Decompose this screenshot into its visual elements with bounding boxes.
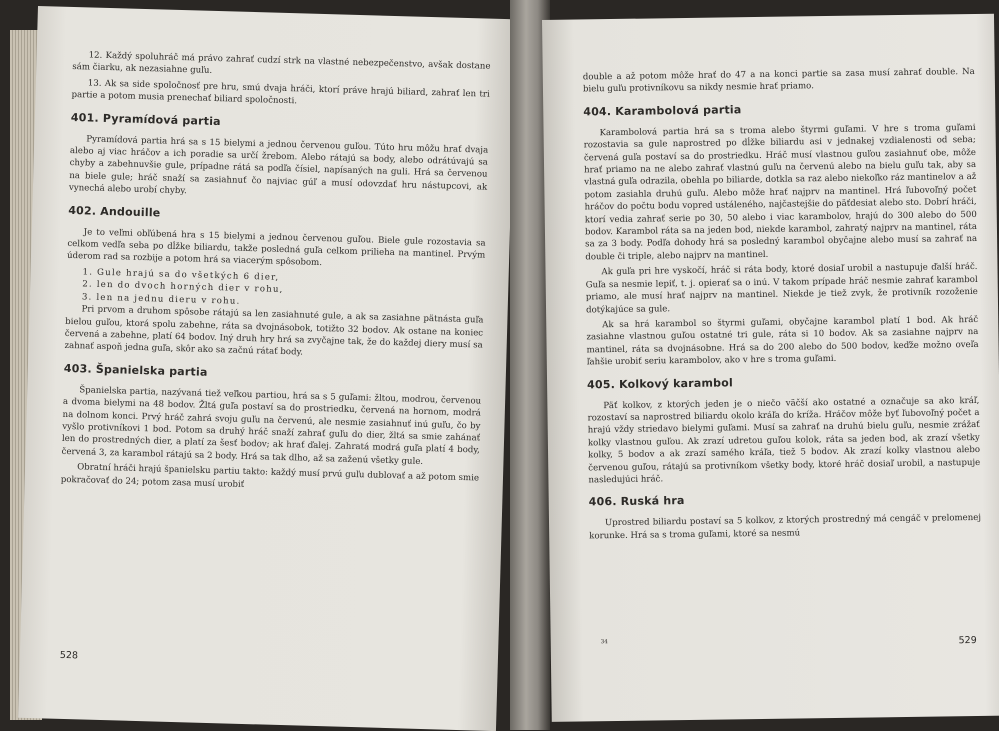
section-heading: 404. Karambolová partia — [583, 103, 742, 119]
paragraph: Španielska partia, nazývaná tiež veľkou partiou, hrá sa s 5 guľami: žltou, modrou, červenou a dvoma bielymi na 48 bodov. Žltá guľa postaví sa do prostriedku, červená na hornom, modrá na dolnom konci. Prvý hráč zahrá svoju guľu na červenú, ale nesmie zasiahnuť inú guľu, čo by vyšlo protivníkovi 1 bod. Potom sa druhý hráč snaží zahrať guľu do dier, žltá sa smie zahánať len do prostredných dier, a platí za šesť bodov; ak hrať ďalej. Zahratá modrá guľa platí 4 body, červená 3, za karambol rátajú sa 2 body. Hrá sa tak dlho, až sa zaženú všetky gule. — [61, 385, 482, 467]
paragraph: Päť kolkov, z ktorých jeden je o niečo väčší ako ostatné a označuje sa ako kráľ, rozostaví sa naprostred biliardu okolo kráľa do kríža. Hráčov môže byť ľubovoľný počet a hrajú vždy striedavo bielymi guľami. Musí sa zahrať na druhú bielu guľu, nesmie zrážať kolky vlastnou guľou. Ak zrazí udretou guľou kolok, ráta sa jeden bod, ak zrazí všetky kolky, 5 bodov a ak zrazí samého kráľa, tiež 5 bodov. Ak zrazí kolky vlastnou alebo červenou guľou, rátajú sa protivníkom všetky body, ktoré hráč dosiaľ urobil, a nastupuje nasledujúci hráč. — [587, 395, 981, 486]
page-number: 529 — [958, 634, 977, 647]
section-heading: 403. Španielska partia — [63, 361, 208, 379]
paragraph: Ak sa hrá karambol so štyrmi guľami, obyčajne karambol platí 1 bod. Ak hráč zasiahne vlastnou guľou ostatné tri gule, ráta si 10 bodov. Ak sa zasiahne najprv na mantinel, ráta sa dvojnásobne. Hrá sa do 200 alebo do 500 bodov, keďže možno oveľa ľahšie urobiť seriu karambolov, ako v hre s troma guľami. — [586, 314, 979, 368]
printer-signature: 34 — [600, 639, 608, 646]
paragraph: Obratní hráči hrajú španielsku partiu takto: každý musí prvú guľu dublovať a až potom smie pokračovať do 24; potom zasa musí urobiť — [60, 462, 480, 490]
section-heading: 402. Andouille — [68, 203, 161, 220]
paragraph: double a až potom môže hrať do 47 a na konci partie sa zasa musí zahrať double. Na bielu guľu protivníkovu sa nikdy nesmie hrať priamo. — [582, 66, 975, 95]
paragraph: Uprostred biliardu postaví sa 5 kolkov, z ktorých prostredný má cengáč v prelomenej korunke. Hrá sa s troma guľami, ktoré sa nesmú — [589, 513, 982, 542]
page-number: 528 — [59, 649, 79, 662]
rule-item: 2. len do dvoch horných dier v rohu, — [82, 279, 284, 296]
paragraph: 12. Každý spoluhráč má právo zahrať cudzí strk na vlastné nebezpečenstvo, avšak dostane sám čiarku, ak nezasiahne guľu. — [72, 50, 491, 77]
section-heading: 405. Kolkový karambol — [587, 375, 733, 391]
paragraph: Ak guľa pri hre vyskočí, hráč si ráta body, ktoré dosiaľ urobil a nastupuje ďalší hráč. Guľa sa nesmie lepiť, t. j. opierať sa o inú. V takom prípade hráč nesmie zahrať karambol priamo, ale musí hrať najprv na mantinel. Niekde je tiež zvyk, že protivník rozoženie dotýkajúce sa gule. — [585, 262, 978, 315]
left-page — [18, 6, 516, 731]
rule-item: 1. Gule hrajú sa do všetkých 6 dier, — [82, 267, 280, 283]
paragraph: Pyramídová partia hrá sa s 15 bielymi a jednou červenou guľou. Túto hru môžu hrať dvaja alebo aj viac hráčov a ich poradie sa určí žrebom. Alebo rátajú sa body, alebo odrátúvajú sa chyby a zabehnuvšie gule, prípadne rátá sa podľa čísiel, napísaných na guli. Hrá sa červenou na biele gule; hráč snaží sa zasiahnuť čo najviac gúľ a musí odovzdať hru nástupcovi, ak vynechá alebo urobí chyby. — [68, 134, 489, 197]
paragraph: 13. Ak sa side spoločnosť pre hru, smú dvaja hráči, ktorí práve hrajú biliard, zahrať len tri partie a potom musia prenechať biliard spoločnosti. — [71, 78, 490, 107]
right-page — [542, 14, 999, 722]
paragraph: Karambolová partia hrá sa s troma alebo štyrmi guľami. V hre s troma guľami rozostavia sa gule naprostred po dĺžke biliardu asi v jednakej vzdialenosti od seba; červená guľa postaví sa do prostriedku. Hráč musí vlastnou guľou zasiahnuť obe, môže hrať priamo na ne alebo zahrať vlastnú guľu na červenú alebo na bielu guľu tak, aby sa vlastná guľa odrazila, obehla po biliarde, dotkla sa raz alebo niekoľko ráz mantinelov a až potom zasiahla druhú guľu. Alebo môže hrať najprv na mantinel. Hrá ľubovoľný počet hráčov do počtu bodu vopred ustáleného, najčastejšie do päťdesiat alebo sto. Dobrí hráči, ktorí vedia zahrať serie po 30, 50 alebo i viac karambolov, hrajú do 300 alebo do 500 bodov. Karambol ráta sa na jeden bod, niekde karambol, zahratý najprv na mantinel, ráta sa za 3 body. Podľa dohody hrá sa posledný karambol obyčajne alebo musí sa zahrať na double či triple, alebo najprv na mantinel. — [583, 122, 978, 263]
paragraph: Pri prvom a druhom spôsobe rátajú sa len zasiahnuté gule, a ak sa zasiahne pätnásta guľa bielou guľou, ktorá spolu zabehne, ráta sa dvojnásobok, totižto 32 bodov. Ak ostane na koniec červená a zabehne, platí 64 bodov. Iný druh hry hrá sa zvyčajne tak, že do každej diery musí sa zahnať aspoň jedna guľa, skôr ako sa začnú rátať body. — [64, 304, 484, 358]
section-heading: 406. Ruská hra — [588, 494, 685, 509]
rule-item: 3. len na jednu dieru v rohu. — [81, 292, 241, 307]
section-heading: 401. Pyramídová partia — [70, 110, 221, 128]
paragraph: Je to veľmi obľúbená hra s 15 bielymi a jednou červenou guľou. Biele gule rozostavia sa celkom vedľa seba po dĺžke biliardu, takže posledná guľa celkom prilieha na mantinel. Prvým úderom rad sa rozbije a potom hrá sa viacerým spôsobom. — [66, 227, 486, 269]
